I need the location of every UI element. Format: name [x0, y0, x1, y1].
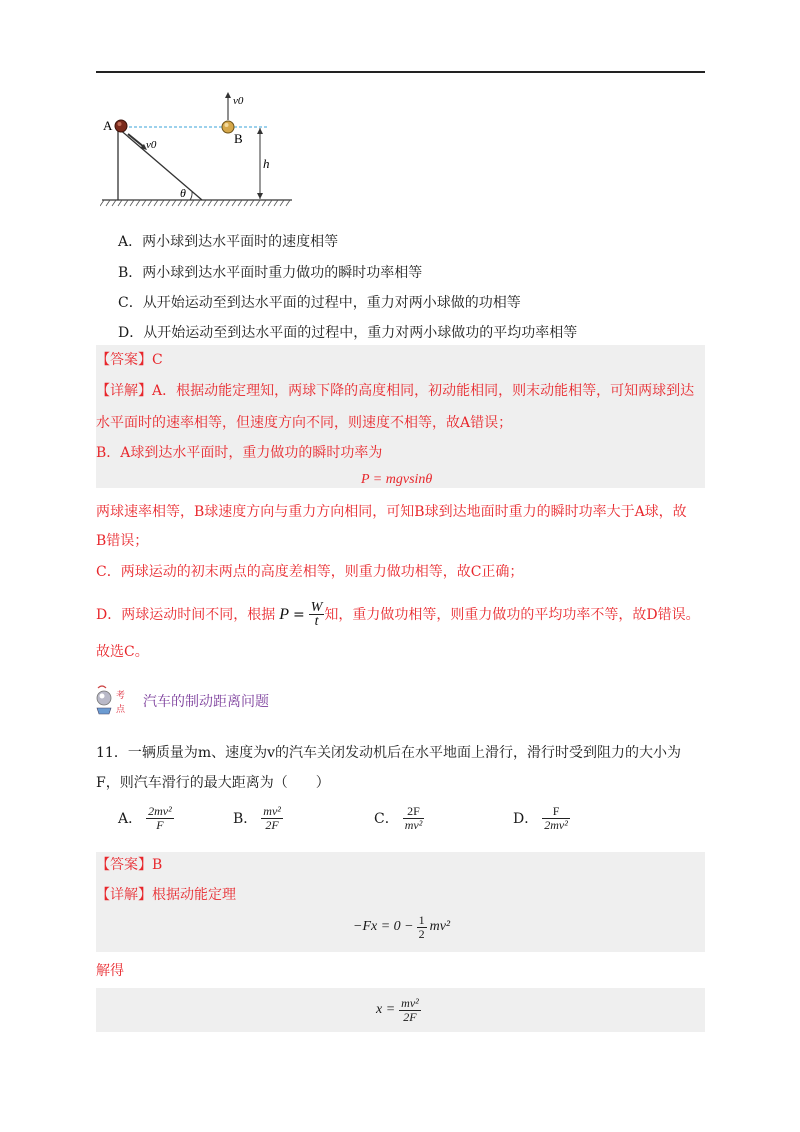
q11-option-d-letter: D． [513, 810, 539, 827]
eq1-den: 2 [418, 926, 425, 941]
q11-option-b-num: mv² [263, 804, 281, 818]
q10-detail-4: 两球速率相等，B球速度方向与重力方向相同，可知B球到达地面时重力的瞬时功率大于A球，故 [96, 504, 687, 520]
avg-power-p: P [279, 605, 290, 623]
q11-option-c-num: 2F [407, 804, 420, 818]
q11-option-a [118, 805, 174, 832]
physics-figure [100, 88, 300, 218]
q11-option-d-num: F [552, 804, 560, 818]
q10-detail-3: B．A球到达水平面时，重力做功的瞬时功率为 [96, 445, 383, 461]
q11-option-b-den: 2F [265, 818, 279, 832]
eq1-num: 1 [418, 912, 425, 927]
kaodian-icon-text-1: 考 [116, 691, 126, 701]
q11-option-c [374, 805, 424, 832]
q11-answer: 【答案】B [96, 857, 163, 873]
q11-stem-2: F，则汽车滑行的最大距离为（ ） [96, 775, 330, 791]
eq1-fraction [417, 914, 427, 941]
q11-stem-1: 11．一辆质量为m、速度为v的汽车关闭发动机后在水平地面上滑行，滑行时受到阻力的大小为 [96, 745, 681, 761]
q11-option-a-num: 2mv² [148, 804, 172, 818]
q11-option-d-den: 2mv² [544, 818, 568, 832]
avg-power-eq: = [293, 606, 305, 623]
eq2-fraction [399, 997, 421, 1024]
q11-option-d-fraction [542, 805, 570, 832]
q11-option-c-den: mv² [404, 818, 423, 832]
header-rule [96, 71, 705, 73]
ball-b [222, 121, 234, 133]
ball-a [115, 120, 127, 132]
theta-arc [190, 192, 192, 200]
q11-option-b-fraction [261, 805, 283, 832]
q11-solve-label: 解得 [96, 963, 124, 979]
label-b: B [234, 131, 243, 146]
eq2-num: mv² [401, 995, 419, 1010]
label-h: h [263, 156, 270, 171]
q11-option-a-letter: A． [118, 810, 143, 827]
q11-option-a-den: F [156, 818, 164, 832]
q10-conclusion: 故选C。 [96, 644, 149, 660]
q11-equation-2 [376, 992, 421, 1028]
q10-detail-5: B错误； [96, 533, 149, 549]
q10-detail-7a: D．两球运动时间不同，根据 [96, 606, 276, 623]
q10-answer: 【答案】C [96, 352, 163, 368]
v0-slope-arrow [128, 134, 144, 147]
eq2-left: x = [376, 1002, 396, 1017]
q10-option-b: B．两小球到达水平面时重力做功的瞬时功率相等 [118, 265, 423, 281]
q10-formula-p: P = mgvsinθ [361, 472, 433, 487]
avg-power-w: W [310, 600, 323, 615]
kaodian-title: 汽车的制动距离问题 [143, 694, 269, 710]
avg-power-fraction [309, 601, 325, 628]
q10-detail-2: 水平面时的速率相等，但速度方向不同，则速度不相等，故A错误； [96, 415, 513, 431]
q11-equation-1 [353, 911, 450, 943]
avg-power-t: t [314, 614, 319, 629]
q10-detail-7 [96, 601, 700, 628]
label-theta: θ [180, 186, 186, 200]
q10-detail-6: C．两球运动的初末两点的高度差相等，则重力做功相等，故C正确； [96, 564, 524, 580]
q11-option-b-letter: B． [233, 810, 258, 827]
incline-slope [118, 128, 202, 200]
label-v0-slope: v0 [146, 139, 157, 151]
q10-detail-7b: 知，重力做功相等，则重力做功的平均功率不等，故D错误。 [324, 606, 700, 623]
label-v0-up: v0 [233, 95, 244, 107]
q10-option-d: D．从开始运动至到达水平面的过程中，重力对两小球做功的平均功率相等 [118, 325, 578, 341]
q10-option-a: A．两小球到达水平面时的速度相等 [118, 234, 339, 250]
q11-option-a-fraction [146, 805, 174, 832]
q11-detail-1: 【详解】根据动能定理 [96, 887, 236, 903]
q10-detail-1: 【详解】A．根据动能定理知，两球下降的高度相同，初动能相同，则末动能相等，可知两球到达 [96, 383, 695, 399]
eq1-right: mv² [429, 919, 451, 934]
eq2-den: 2F [403, 1009, 417, 1024]
eq1-left: −Fx = 0 − [353, 919, 414, 934]
q10-option-c: C．从开始运动至到达水平面的过程中，重力对两小球做的功相等 [118, 295, 521, 311]
q11-option-b [233, 805, 283, 832]
q11-option-d [513, 805, 570, 832]
ground-hatch [100, 200, 290, 206]
kaodian-icon-text-2: 点 [116, 705, 126, 715]
label-a: A [103, 118, 113, 133]
q11-option-c-fraction [403, 805, 425, 832]
q11-option-c-letter: C． [374, 810, 399, 827]
kaodian-icon [92, 684, 136, 718]
